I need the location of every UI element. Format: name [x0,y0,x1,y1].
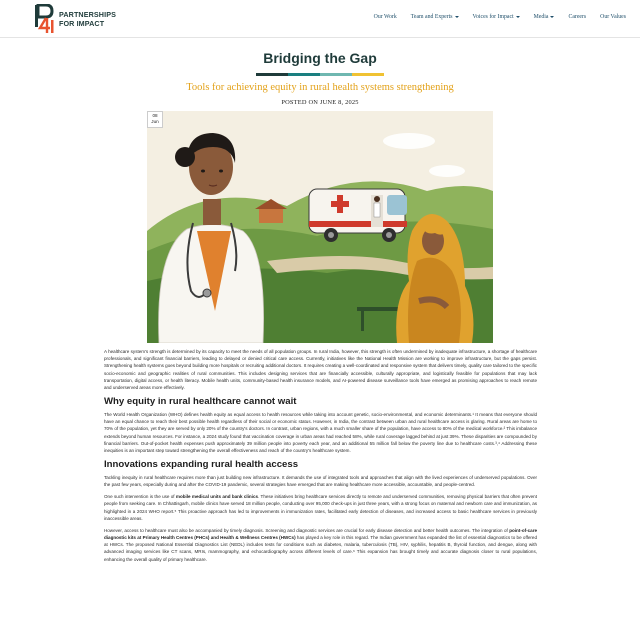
intro-paragraph: A healthcare system's strength is determined by its capacity to meet the needs of all population groups. In rural India, however, this strength is often undermined by inadequate infrastructure, a shortage of healthcare professionals, and significant financial barriers, leading to delayed or denied critical care access. Currently, initiatives like the National Health Mission are working to improve infrastructure, but the gaps persist. Strengthening health systems goes beyond building more hospitals or recruiting additional doctors. It requires creating a well-coordinated and responsive system that delivers timely, quality care tailored to the specific socio-economic and geographic realities of rural communities. This includes designing services that are financially accessible, culturally appropriate, and logistically feasible for populations that may lack transportation, digital access, or health literacy. Mobile health units, community-based health insurance models, and AI-powered disease surveillance tools have emerged as promising approaches to reach remote and underserved areas more effectively. [104,349,537,391]
nav-label: Media [533,14,549,20]
nav-our-values[interactable] [600,14,626,20]
innovations-paragraph: Tackling inequity in rural healthcare requires more than just building new infrastructure. It demands the use of integrated tools and approaches that align with the lived experiences of underserved populations. Over the past few years, especially during and after the COVID-19 pandemic, several strategies have emerged that are making healthcare more accessible, accountable, and people-centred. [104,475,537,488]
caret-down-icon [550,16,554,18]
nav-media[interactable] [534,14,555,20]
hero-illustration [147,111,493,343]
page-subtitle: Tools for achieving equity in rural health systems strengthening [186,82,454,93]
site-header [0,0,640,38]
section-heading-innovations: Innovations expanding rural health access [104,459,299,471]
nav-label: Team and Experts [410,14,453,20]
text-span: One such intervention is the use of [104,494,176,500]
nav-label: Careers [568,14,587,20]
title-underline [256,73,384,76]
diagnostics-paragraph [104,527,537,563]
nav-our-work[interactable] [374,14,397,20]
caret-down-icon [455,16,459,18]
underline-segment-4 [352,73,384,76]
date-badge [147,111,163,128]
caret-down-icon [516,16,520,18]
mobile-units-paragraph [104,493,537,522]
brand-line-2: FOR IMPACT [59,19,105,28]
page-title: Bridging the Gap [263,50,377,66]
brand-line-1: PARTNERSHIPS [59,10,116,19]
nav-label: Our Work [373,14,397,20]
nav-voices-for-impact[interactable] [473,14,520,20]
text-span: . These initiatives bring healthcare services directly to remote and underserved communities, removing physical barriers that often prevent people from seeking care. In Chhattisgarh, mobile clinics have served 18 million people, conducting over 95,000 check-ups in just three years, with a strong focus on maternal and newborn care and immunization, as highlighted in a 2024 WHO report.⁵ This proactive approach has led to improvements in immunization rates, facilitated early detection of diseases, and increased access to basic healthcare services in previously inaccessible areas. [104,494,537,521]
brand-logo[interactable] [34,4,56,34]
nav-careers[interactable] [568,14,586,20]
underline-segment-1 [256,73,288,76]
main-nav [360,14,626,20]
nav-label: Our Values [600,14,626,20]
underline-segment-2 [288,73,320,76]
brand-name[interactable] [59,10,116,28]
bold-phrase: mobile medical units and bank clinics [175,494,258,500]
posted-date: POSTED ON JUNE 8, 2025 [281,99,359,106]
article-body [104,348,537,568]
nav-label: Voices for Impact [472,14,514,20]
badge-day: 08 [152,113,158,118]
text-span: However, access to healthcare must also be accompanied by timely diagnosis. Screening and diagnostic services are crucial for early disease detection and better health outcomes. The integration of [104,527,510,533]
bold-phrase: point-of-care diagnostic kits at Primary Health Centres (PHCs) and Health & Wellness Centres (HWCs) [104,527,537,541]
nav-team-and-experts[interactable] [411,14,459,20]
underline-segment-3 [320,73,352,76]
equity-paragraph: The World Health Organization (WHO) defines health equity as equal access to health resources while taking into account genetic, socio-environmental, and economic determinants.¹ It means that everyone should have an equal chance to reach their best possible health regardless of their social or economic status. However, in India, the contrast between urban and rural healthcare access is glaring. Rural areas are home to 70% of the population, yet they are served by only 20% of the country's doctors. In contrast, urban regions, with a much smaller share of the population, have access to 80% of the medical workforce.² This imbalance extends beyond human resources. For instance, a 2024 study found that vaccination coverage in urban areas had reached 58%, while rural coverage lagged behind at just 39%. These disparities are compounded by financial barriers. Out-of-pocket health expenses push approximately 39 million people into poverty each year, and an additional 55 million fall below the poverty line due to healthcare costs.³,⁴ Addressing these inequities is an important step toward strengthening the overall effectiveness and reach of the country's healthcare system. [104,412,537,454]
section-heading-equity: Why equity in rural healthcare cannot wait [104,396,297,408]
badge-month: Jun [151,119,159,125]
hero-image [147,111,493,343]
text-span: has played a key role in this regard. The Indian government has expanded the list of essential diagnostics to be offered at HWCs. The proposed National Essential Diagnostics List (NEDL) includes tests for conditions such as diabetes, malaria, tuberculosis (TB), HIV, syphilis, hepatitis B, thyroid function, and dengue, along with advanced imaging services like CT scans, MRIs, mammography, and echocardiography across different levels of care.⁶ This expansion has brought timely and accurate diagnosis closer to rural populations, enhancing the overall quality of primary healthcare. [104,535,537,562]
